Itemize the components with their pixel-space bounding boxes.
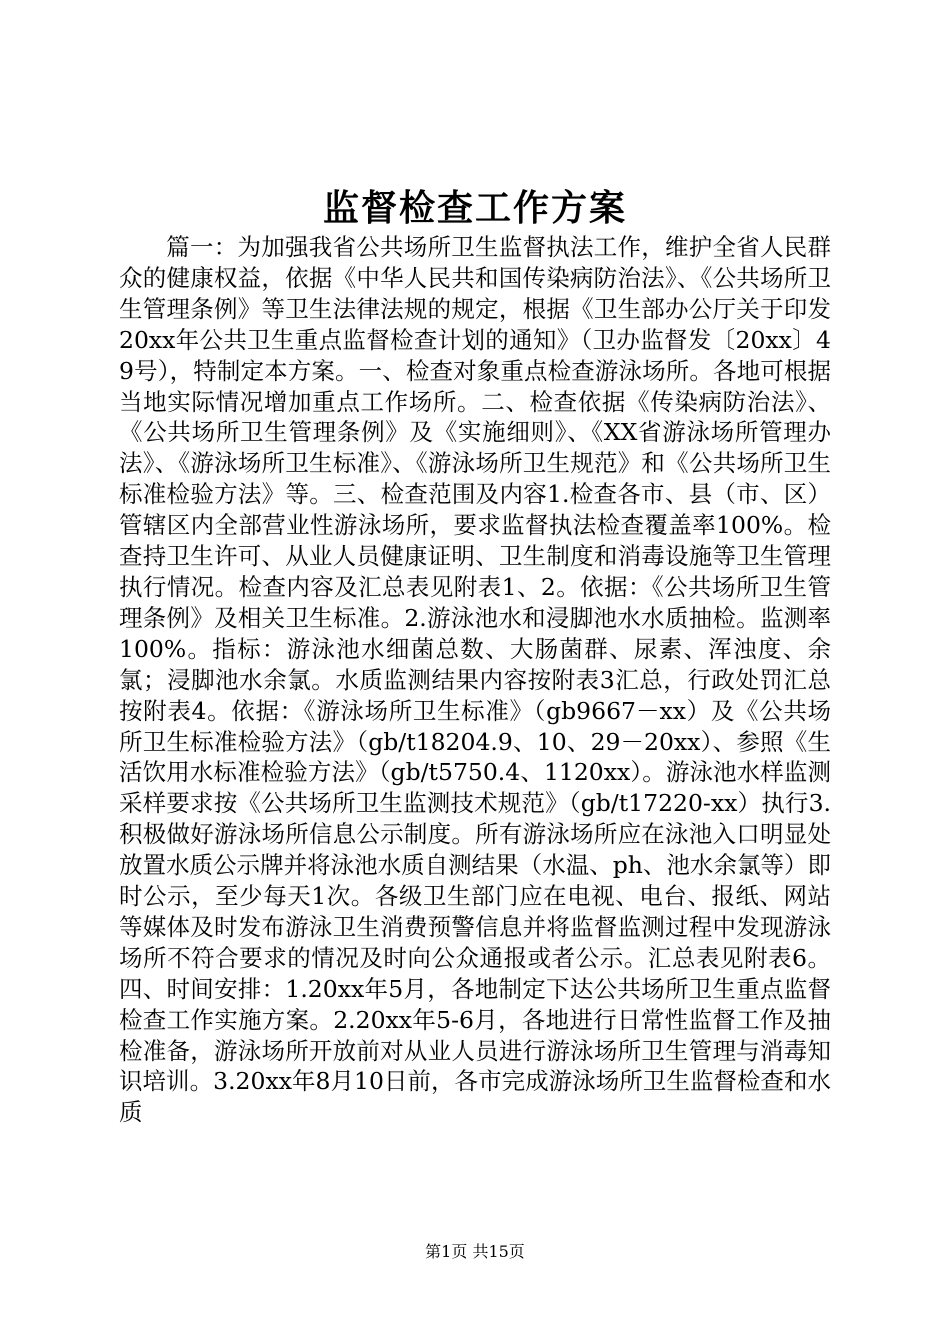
document-title: 监督检查工作方案 [322, 187, 627, 229]
document-body [119, 232, 831, 1128]
document-body-text: 篇一：为加强我省公共场所卫生监督执法工作，维护全省人民群众的健康权益，依据《中华人民共和国传染病防治法》、《公共场所卫生管理条例》等卫生法律法规的规定，根据《卫生部办公厅关于印发20xx年公共卫生重点监督检查计划的通知》（卫办监督发〔20xx〕49号），特制定本方案。一、检查对象重点检查游泳场所。各地可根据当地实际情况增加重点工作场所。二、检查依据《传染病防治法》、《公共场所卫生管理条例》及《实施细则》、《XX省游泳场所管理办法》、《游泳场所卫生标准》、《游泳场所卫生规范》和《公共场所卫生标准检验方法》等。三、检查范围及内容1.检查各市、县（市、区）管辖区内全部营业性游泳场所，要求监督执法检查覆盖率100%。检查持卫生许可、从业人员健康证明、卫生制度和消毒设施等卫生管理执行情况。检查内容及汇总表见附表1、2。依据：《公共场所卫生管理条例》及相关卫生标准。2.游泳池水和浸脚池水水质抽检。监测率100%。指标：游泳池水细菌总数、大肠菌群、尿素、浑浊度、余氯；浸脚池水余氯。水质监测结果内容按附表3汇总，行政处罚汇总按附表4。依据：《游泳场所卫生标准》（gb9667－xx）及《公共场所卫生标准检验方法》（gb/t18204.9、10、29－20xx）、参照《生活饮用水标准检验方法》（gb/t5750.4、1120xx）。游泳池水样监测采样要求按《公共场所卫生监测技术规范》（gb/t17220-xx）执行3.积极做好游泳场所信息公示制度。所有游泳场所应在泳池入口明显处放置水质公示牌并将泳池水质自测结果（水温、ph、池水余氯等）即时公示，至少每天1次。各级卫生部门应在电视、电台、报纸、网站等媒体及时发布游泳卫生消费预警信息并将监督监测过程中发现游泳场所不符合要求的情况及时向公众通报或者公示。汇总表见附表6。四、时间安排：1.20xx年5月，各地制定下达公共场所卫生重点监督检查工作实施方案。2.20xx年5-6月，各地进行日常性监督工作及抽检准备，游泳场所开放前对从业人员进行游泳场所卫生管理与消毒知识培训。3.20xx年8月10日前，各市完成游泳场所卫生监督检查和水质 [119, 233, 831, 1127]
page-footer: 第1页 共15页 [425, 1242, 525, 1261]
